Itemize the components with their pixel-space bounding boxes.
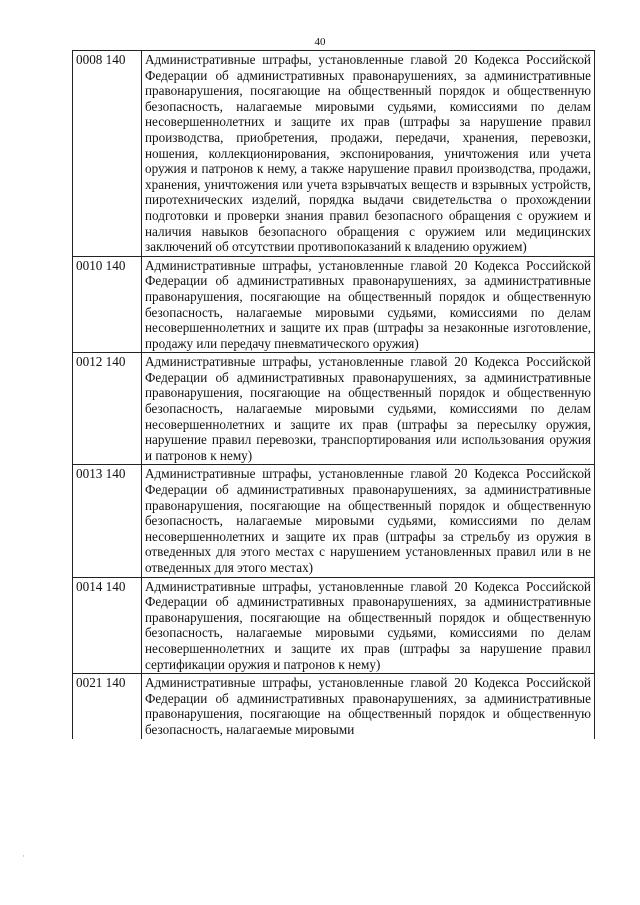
code-cell: 0021 140: [73, 674, 142, 739]
description-cell: Административные штрафы, установленные главой 20 Кодекса Российской Федерации об административных правонарушениях, за административные правонарушения, посягающие на общественный порядок и общественную безопасность, налагаемые мировыми судьями, комиссиями по делам несовершеннолетних и защите их прав (штрафы за пересылку оружия, нарушение правил перевозки, транспортирования или использования оружия и патронов к нему): [142, 353, 595, 465]
page-number: 40: [314, 36, 326, 48]
description-cell: Административные штрафы, установленные главой 20 Кодекса Российской Федерации об административных правонарушениях, за административные правонарушения, посягающие на общественный порядок и общественную безопасность, налагаемые мировыми судьями, комиссиями по делам несовершеннолетних и защите их прав (штрафы за нарушение правил производства, приобретения, продажи, передачи, хранения, перевозки, ношения, коллекционирования, экспонирования, уничтожения или учета оружия и патронов к нему, а также нарушение правил производства, продажи, хранения, уничтожения или учета взрывчатых веществ и взрывных устройств, пиротехнических изделий, порядка выдачи свидетельства о прохождении подготовки и проверки знания правил безопасного обращения с оружием и наличия навыков безопасного обращения с оружием или медицинских заключений об отсутствии противопоказаний к владению оружием): [142, 51, 595, 257]
code-cell: 0008 140: [73, 51, 142, 257]
table-row: [73, 353, 595, 465]
code-cell: 0013 140: [73, 465, 142, 577]
description-cell: Административные штрафы, установленные главой 20 Кодекса Российской Федерации об административных правонарушениях, за административные правонарушения, посягающие на общественный порядок и общественную безопасность, налагаемые мировыми судьями, комиссиями по делам несовершеннолетних и защите их прав (штрафы за стрельбу из оружия в отведенных для этого местах с нарушением установленных правил или в не отведенных для этого местах): [142, 465, 595, 577]
budget-code-table: [72, 50, 595, 739]
margin-mark: ·: [22, 851, 25, 861]
table-row: [73, 256, 595, 353]
description-cell: Административные штрафы, установленные главой 20 Кодекса Российской Федерации об административных правонарушениях, за административные правонарушения, посягающие на общественный порядок и общественную безопасность, налагаемые мировыми: [142, 674, 595, 739]
code-cell: 0010 140: [73, 256, 142, 353]
description-cell: Административные штрафы, установленные главой 20 Кодекса Российской Федерации об административных правонарушениях, за административные правонарушения, посягающие на общественный порядок и общественную безопасность, налагаемые мировыми судьями, комиссиями по делам несовершеннолетних и защите их прав (штрафы за незаконные изготовление, продажу или передачу пневматического оружия): [142, 256, 595, 353]
table-row: [73, 465, 595, 577]
code-cell: 0014 140: [73, 577, 142, 674]
table-row: [73, 674, 595, 739]
description-cell: Административные штрафы, установленные главой 20 Кодекса Российской Федерации об административных правонарушениях, за административные правонарушения, посягающие на общественный порядок и общественную безопасность, налагаемые мировыми судьями, комиссиями по делам несовершеннолетних и защите их прав (штрафы за нарушение правил сертификации оружия и патронов к нему): [142, 577, 595, 674]
table-row: [73, 577, 595, 674]
table-row: [73, 51, 595, 257]
code-cell: 0012 140: [73, 353, 142, 465]
